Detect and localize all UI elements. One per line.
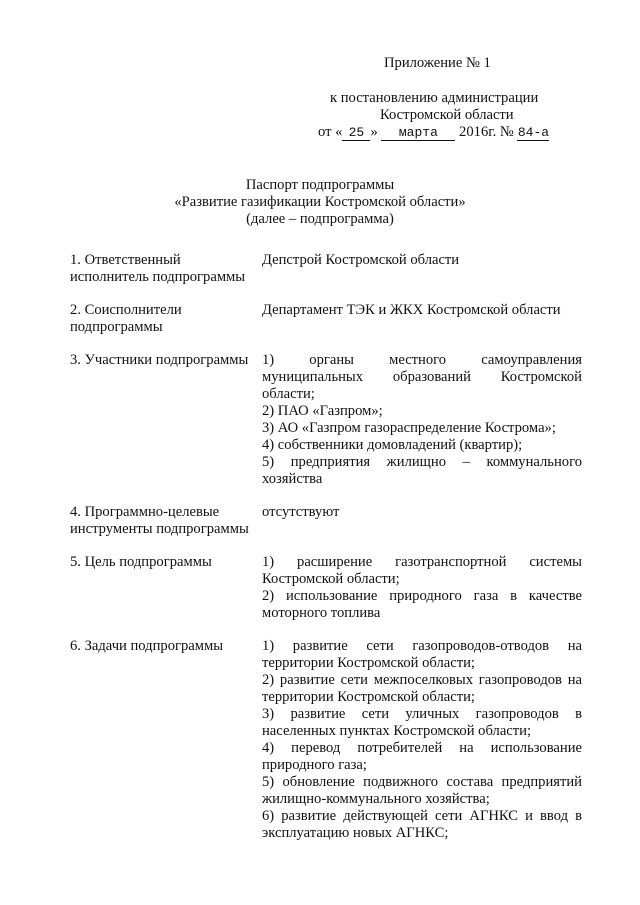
row-value-item: 5) обновление подвижного состава предприятий жилищно-коммунального хозяйства; [262,774,582,807]
row-value-item: 1) органы местного самоуправления муниципальных образований Костромской области; [262,352,582,402]
row-value-item: 5) предприятия жилищно – коммунального хозяйства [262,454,582,487]
date-quote-close: » [370,124,378,140]
date-year: 2016г. № [459,124,514,140]
row-label: 3. Участники подпрограммы [70,352,249,368]
appendix-resolution-line: к постановлению администрации [330,90,539,106]
row-value-item: Депстрой Костромской области [262,252,460,268]
passport-row [70,252,582,286]
date-day: 25 [342,125,370,141]
row-value [262,638,582,842]
row-value-item: Департамент ТЭК и ЖКХ Костромской области [262,302,561,318]
row-value [262,252,582,286]
row-value [262,352,582,488]
passport-subprogram-name: «Развитие газификации Костромской области» [174,194,466,210]
passport-row [70,504,582,538]
appendix-date-line [318,124,549,141]
row-value-item: 6) развитие действующей сети АГНКС и ввод в эксплуатацию новых АГНКС; [262,808,582,841]
row-value-item: 3) АО «Газпром газораспределение Кострома»; [262,420,556,436]
row-value [262,554,582,622]
appendix-title: Приложение № 1 [384,55,491,71]
row-value-item: 2) развитие сети межпоселковых газопроводов на территории Костромской области; [262,672,582,705]
passport-row [70,554,582,622]
date-prefix: от « [318,124,343,140]
row-value-item: 2) ПАО «Газпром»; [262,403,383,419]
row-label: 2. Соисполнители подпрограммы [70,302,182,335]
passport-row [70,638,582,842]
row-label: 6. Задачи подпрограммы [70,638,224,654]
passport-note: (далее – подпрограмма) [246,211,394,227]
appendix-region-line: Костромской области [380,107,514,123]
resolution-number: 84-а [517,125,550,140]
row-label: 1. Ответственный исполнитель подпрограммы [70,252,246,285]
date-month: марта [381,125,455,141]
row-value-item: 1) развитие сети газопроводов-отводов на территории Костромской области; [262,638,582,671]
row-value-item: 4) собственники домовладений (квартир); [262,437,523,453]
passport-row [70,302,582,336]
row-value-item: 4) перевод потребителей на использование природного газа; [262,740,582,773]
row-value [262,302,582,336]
row-value [262,504,582,538]
row-value-item: отсутствуют [262,504,340,520]
row-value-item: 2) использование природного газа в качестве моторного топлива [262,588,582,621]
row-value-item: 3) развитие сети уличных газопроводов в населенных пунктах Костромской области; [262,706,582,739]
passport-row [70,352,582,488]
passport-table [70,252,582,858]
row-label: 5. Цель подпрограммы [70,554,212,570]
row-label: 4. Программно-целевые инструменты подпрограммы [70,504,249,537]
row-value-item: 1) расширение газотранспортной системы Костромской области; [262,554,582,587]
passport-title: Паспорт подпрограммы [245,177,395,193]
